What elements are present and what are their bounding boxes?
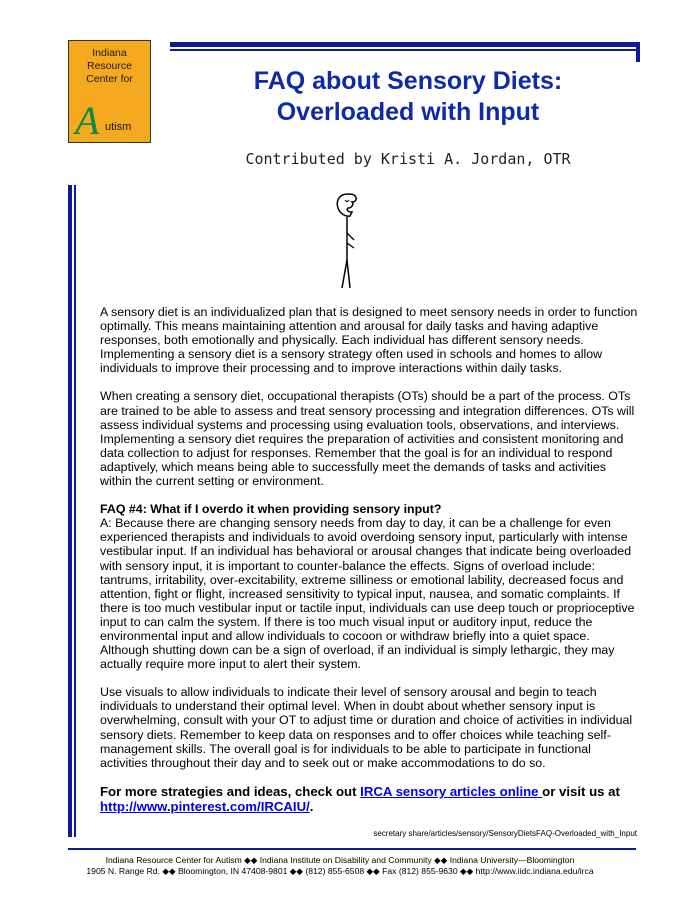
paragraph-intro: A sensory diet is an individualized plan that is designed to meet sensory needs in order to function optimally. This means maintaining attention and arousal for daily tasks and having adaptive responses, both emotionally and physically. Each individual has different sensory needs. Implementing a sensory diet is a sensory strategy often used in schools and homes to allow individuals to improve their processing and to improve interactions within daily tasks. [100, 305, 638, 376]
top-rule [170, 42, 636, 47]
logo-autism-text: utism [105, 121, 132, 133]
footer [40, 855, 640, 877]
byline: Contributed by Kristi A. Jordan, OTR [245, 150, 571, 168]
logo-line-3: Center for [86, 73, 133, 85]
faq-question: FAQ #4: What if I overdo it when providing sensory input? [100, 502, 442, 517]
footer-line-1: Indiana Resource Center for Autism ◆◆ Indiana Institute on Disability and Community ◆◆ Indiana University—Bloomington [105, 855, 575, 865]
pinterest-link[interactable]: http://www.pinterest.com/IRCAIU/ [100, 798, 310, 814]
logo-a-mark: A [75, 98, 100, 143]
more-resources [100, 784, 640, 814]
left-rule [68, 185, 72, 837]
stick-figure-icon [328, 188, 368, 293]
file-path: secretary share/articles/sensory/SensoryDietsFAQ-Overloaded_with_Input [373, 829, 637, 838]
more-tail: . [309, 798, 314, 814]
title-line-1: FAQ about Sensory Diets: [253, 67, 563, 95]
more-mid: or visit us at [542, 783, 620, 799]
irca-articles-link[interactable]: IRCA sensory articles online [360, 783, 543, 799]
top-rule-corner [636, 42, 640, 62]
title-line-2: Overloaded with Input [276, 98, 540, 126]
bottom-rule [68, 848, 636, 850]
faq-block [100, 502, 640, 671]
more-lead: For more strategies and ideas, check out [100, 783, 361, 799]
irca-logo [68, 40, 151, 143]
article-body [100, 305, 640, 828]
logo-line-1: Indiana [92, 47, 127, 59]
paragraph-visuals: Use visuals to allow individuals to indicate their level of sensory arousal and begin to teach individuals to understand their optimal level. When in doubt about whether sensory input is overwhelming, consult with your OT to adjust time or duration and choice of activities in individual sensory diets. Remember to keep data on responses and to offer choices while teaching self-management skills. The overall goal is for individuals to be able to participate in functional activities throughout their day and to seek out or make accommodations to do so. [100, 685, 633, 770]
footer-line-2: 1905 N. Range Rd. ◆◆ Bloomington, IN 47408-9801 ◆◆ (812) 855-6508 ◆◆ Fax (812) 855-9630 ◆◆ http://www.iidc.indiana.edu/irca [86, 866, 594, 876]
left-rule-thin [74, 185, 76, 837]
logo-line-2: Resource [87, 60, 132, 72]
top-rule-thin [170, 49, 636, 51]
page-title [190, 66, 626, 128]
paragraph-ot-role: When creating a sensory diet, occupational therapists (OTs) should be a part of the process. OTs are trained to be able to assess and treat sensory processing and integration differences. OTs will assess individual systems and processing using evaluation tools, observations, and interviews. Implementing a sensory diet requires the preparation of activities and consistent monitoring and data collection to adjust for responses. Remember that the goal is for an individual to respond adaptively, which means being able to successfully meet the demands of tasks and activities within the current setting or environment. [100, 389, 635, 489]
faq-answer: A: Because there are changing sensory needs from day to day, it can be a challenge for even experienced therapists and individuals to avoid overdoing sensory input, particularly with intense vestibular input. If an individual has behavioral or arousal changes that indicate being overloaded with sensory input, it is important to counter-balance the effects. Signs of overload include: tantrums, irritability, over-excitability, extreme silliness or emotional lability, decreased focus and attention, fight or flight, increased sensitivity to typical input, nausea, and somatic complaints. If there is too much vestibular input or tactile input, individuals can use deep touch or proprioceptive input to can calm the system. If there is too much visual input or auditory input, reduce the environmental input and allow individuals to cocoon or withdraw briefly into a quiet space. Although shutting down can be a sign of overload, if an individual is simply lethargic, they may actually require more input to alert their system. [100, 516, 635, 672]
